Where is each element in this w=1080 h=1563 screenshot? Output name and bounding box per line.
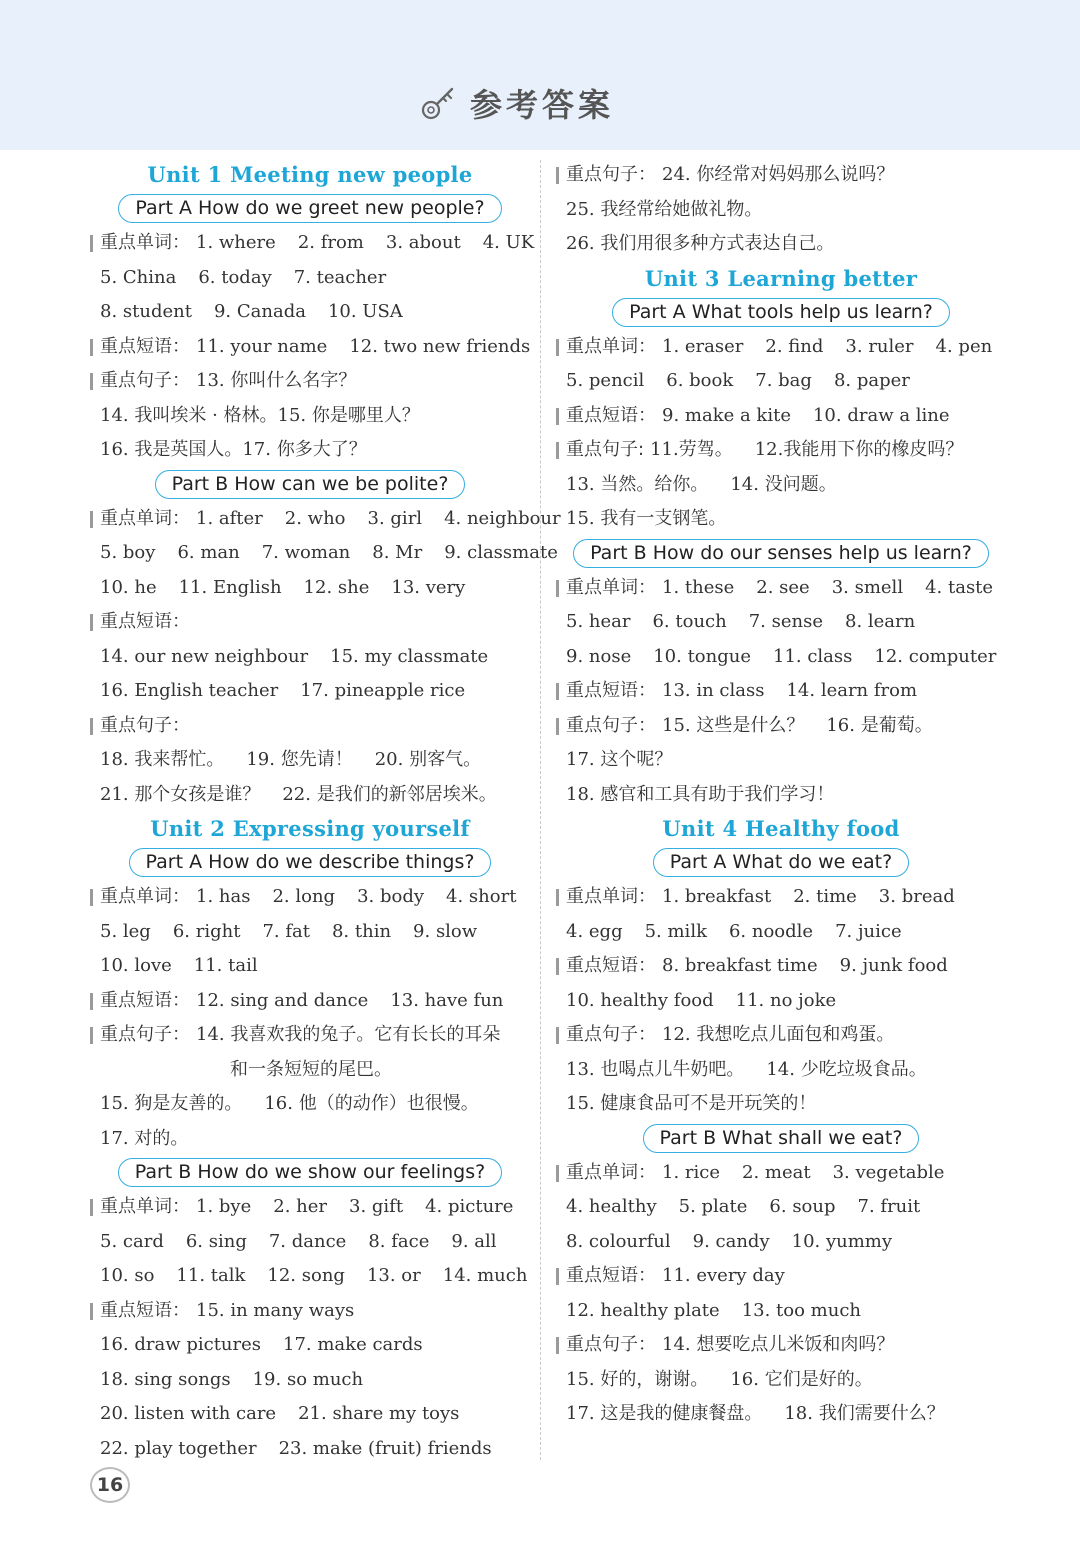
answer-label: 重点句子： — [566, 1024, 656, 1045]
answer-label: 重点句子： — [100, 370, 190, 391]
right-column — [556, 158, 1006, 1432]
answer-label: 重点短语： — [100, 1299, 190, 1321]
answer-item: 9. classmate — [444, 542, 558, 563]
answer-line — [90, 226, 535, 261]
answer-block — [556, 330, 1006, 537]
answer-line — [556, 330, 1006, 365]
answer-item: 3. girl — [367, 507, 423, 529]
answer-item: 4. UK — [482, 232, 535, 253]
answer-item: 12. sing and dance — [196, 989, 369, 1011]
answer-block — [556, 1156, 1006, 1432]
answer-item: 11. tail — [193, 955, 258, 976]
answer-item: 3. about — [385, 232, 461, 253]
part-heading: Part A What do we eat? — [653, 848, 909, 877]
answer-label: 重点单词： — [100, 1196, 190, 1217]
answer-item: 5. boy — [100, 542, 156, 563]
answer-item: 18. sing songs — [100, 1368, 231, 1390]
answer-item: 16. 是葡萄。 — [826, 714, 933, 736]
answer-item: 10. USA — [327, 301, 403, 322]
answer-item: 19. 您先请！ — [246, 749, 353, 770]
answer-item: 13. very — [391, 576, 466, 598]
answer-item: 9. slow — [413, 920, 478, 942]
page-title: 参考答案 — [470, 86, 615, 124]
answer-item: 3. smell — [831, 576, 904, 598]
answer-item: 15. 这些是什么？ — [662, 714, 805, 736]
answer-line — [90, 1363, 530, 1398]
answer-item: 1. these — [662, 576, 735, 598]
answer-item: 8. breakfast time — [662, 955, 818, 976]
answer-item: 3. bread — [878, 886, 955, 907]
answer-item: 7. juice — [835, 920, 902, 942]
answer-item: 9. candy — [692, 1230, 770, 1252]
answer-item: 10. draw a line — [812, 404, 950, 426]
answer-item: 5. China — [100, 266, 177, 288]
answer-item: 8. thin — [331, 920, 392, 942]
answer-item: 7. bag — [755, 370, 812, 391]
answer-line — [90, 1018, 530, 1053]
answer-item: 14. learn from — [786, 680, 918, 701]
answer-line — [90, 743, 530, 778]
answer-label: 重点短语： — [566, 955, 656, 976]
answer-item: 17. 这个呢？ — [566, 749, 673, 770]
answer-block — [90, 1190, 530, 1466]
answer-line — [90, 330, 530, 365]
answer-line — [556, 158, 1006, 193]
answer-item: 2. meat — [742, 1161, 811, 1183]
answer-item: 11. talk — [176, 1265, 246, 1286]
answer-label: 重点短语： — [566, 1265, 656, 1286]
answer-item: 6. touch — [652, 611, 727, 632]
answer-item: 6. book — [666, 370, 734, 391]
answer-item: 4. neighbour — [444, 507, 561, 529]
answer-item: 11. class — [773, 645, 853, 667]
answer-line — [556, 1053, 1006, 1088]
answer-line — [90, 1225, 530, 1260]
answer-line — [90, 399, 530, 434]
answer-item: 19. so much — [252, 1368, 364, 1390]
answer-line — [556, 1363, 1006, 1398]
answer-label: 重点句子： — [100, 714, 190, 736]
answer-line — [556, 984, 1006, 1019]
header-wave — [0, 128, 1080, 158]
answer-item: 1. bye — [196, 1196, 252, 1217]
answer-item: 4. egg — [566, 920, 623, 942]
answer-item: 6. today — [198, 266, 272, 288]
answer-item: 3. vegetable — [832, 1161, 945, 1183]
answer-item: 1. breakfast — [662, 886, 772, 907]
header-title — [418, 80, 614, 126]
answer-item: 13. 当然。给你。 — [566, 473, 709, 495]
answer-item: 6. man — [177, 542, 240, 563]
answer-line — [556, 1018, 1006, 1053]
answer-item: 1. where — [196, 232, 276, 253]
answer-item: 11. no joke — [735, 989, 837, 1011]
part-heading: Part A How do we greet new people? — [118, 194, 501, 223]
answer-label: 重点句子： — [566, 1334, 656, 1355]
answer-line — [556, 880, 1006, 915]
part-heading: Part B How can we be polite? — [155, 470, 466, 499]
answer-item: 8. paper — [833, 370, 910, 391]
answer-line — [90, 1053, 530, 1088]
answer-line — [90, 640, 530, 675]
answer-line — [556, 468, 1006, 503]
answer-line — [90, 1087, 530, 1122]
answer-item: 4. healthy — [566, 1196, 657, 1217]
answer-item: 14. our new neighbour — [100, 645, 309, 667]
answer-item: 3. body — [357, 886, 425, 907]
answer-item: 2. long — [272, 886, 336, 907]
answer-item: 13. have fun — [390, 989, 504, 1011]
answer-item: 26. 我们用很多种方式表达自己。 — [566, 233, 835, 254]
answer-item: 13. or — [366, 1265, 421, 1286]
answer-label: 重点短语： — [566, 680, 656, 701]
answer-item: 24. 你经常对妈妈那么说吗？ — [662, 164, 895, 185]
answer-item: 20. 别客气。 — [374, 749, 482, 770]
part-heading: Part A How do we describe things? — [129, 848, 492, 877]
answer-line — [90, 880, 530, 915]
answer-block — [556, 571, 1006, 813]
answer-item: 11. your name — [196, 335, 328, 357]
answer-item: 7. fruit — [857, 1196, 921, 1217]
answer-item: 5. hear — [566, 611, 631, 632]
answer-label: 重点句子: — [566, 439, 645, 460]
answer-item: 8. face — [368, 1230, 430, 1252]
answer-line — [90, 984, 530, 1019]
answer-item: 6. right — [172, 920, 241, 942]
answer-label: 重点短语： — [100, 611, 190, 632]
answer-item: 2. see — [756, 576, 810, 598]
answer-item: 7. teacher — [293, 266, 387, 288]
answer-line — [90, 674, 530, 709]
answer-item: 2. who — [284, 507, 346, 529]
answer-item: 15. 好的，谢谢。 — [566, 1368, 709, 1390]
left-column — [90, 158, 561, 1466]
answer-line — [556, 743, 1006, 778]
answer-item: 2. find — [765, 335, 824, 357]
part-heading: Part B How do we show our feelings? — [118, 1158, 502, 1187]
part-heading: Part A What tools help us learn? — [612, 298, 950, 327]
answer-item: 5. plate — [678, 1196, 748, 1217]
answer-item: 11.劳驾。 — [650, 439, 733, 460]
answer-label: 重点单词： — [566, 576, 656, 598]
answer-item: 9. make a kite — [662, 404, 791, 426]
part-heading: Part B How do our senses help us learn? — [573, 539, 989, 568]
answer-item: 15. in many ways — [196, 1299, 355, 1321]
answer-line — [556, 193, 1006, 228]
key-icon — [418, 83, 458, 123]
answer-label: 重点单词： — [566, 335, 656, 357]
answer-item: 16. draw pictures — [100, 1334, 262, 1355]
answer-item: 8. learn — [845, 611, 916, 632]
answer-item: 18. 我来帮忙。 — [100, 749, 225, 770]
answer-block — [556, 880, 1006, 1122]
answer-item: 2. from — [297, 232, 364, 253]
answer-line — [90, 571, 530, 606]
answer-block — [90, 880, 530, 1156]
answer-line — [556, 605, 1006, 640]
answer-label: 重点单词： — [566, 1161, 656, 1183]
answer-item: 10. he — [100, 576, 157, 598]
answer-item: 11. English — [178, 576, 282, 598]
answer-line — [90, 364, 530, 399]
answer-item: 8. colourful — [566, 1230, 671, 1252]
answer-item: 16. 它们是好的。 — [730, 1368, 873, 1390]
answer-line — [556, 1328, 1006, 1363]
page-number: 16 — [90, 1467, 130, 1503]
answer-item: 1. rice — [662, 1161, 720, 1183]
answer-item: 17. make cards — [283, 1334, 423, 1355]
answer-item: 17. 对的。 — [100, 1127, 189, 1149]
answer-line — [556, 502, 1006, 537]
answer-item: 5. pencil — [566, 370, 645, 391]
answer-item: 7. dance — [268, 1230, 347, 1252]
answer-item: 12. healthy plate — [566, 1299, 720, 1321]
answer-line — [90, 261, 530, 296]
answer-line — [556, 949, 1006, 984]
answer-line — [90, 1397, 530, 1432]
answer-item: 7. sense — [748, 611, 823, 632]
answer-item: 8. student — [100, 301, 192, 322]
answer-line — [556, 1225, 1006, 1260]
answer-item: 17. 这是我的健康餐盘。 — [566, 1403, 763, 1424]
answer-item: 1. has — [196, 886, 251, 907]
answer-item: 13. too much — [741, 1299, 862, 1321]
answer-label: 重点句子： — [100, 1024, 190, 1045]
answer-line — [556, 227, 1006, 262]
answer-item: 11. every day — [662, 1265, 785, 1286]
answer-item: 17. pineapple rice — [300, 680, 466, 701]
answer-item: 9. junk food — [839, 955, 948, 976]
answer-item: 4. picture — [425, 1196, 514, 1217]
answer-line — [556, 433, 1006, 468]
answer-item: 6. sing — [185, 1230, 247, 1252]
answer-label: 重点短语： — [566, 404, 656, 426]
answer-item: 6. soup — [769, 1196, 836, 1217]
answer-item: 12. song — [267, 1265, 345, 1286]
answer-item: 10. healthy food — [566, 989, 714, 1011]
answer-item: 12. two new friends — [349, 335, 531, 357]
answer-item: 5. milk — [644, 920, 707, 942]
answer-item: 9. nose — [566, 645, 632, 667]
answer-item: 13. in class — [662, 680, 765, 701]
answer-line — [556, 1156, 1006, 1191]
answer-label: 重点短语： — [100, 989, 190, 1011]
answer-item: 14. 想要吃点儿米饭和肉吗？ — [662, 1334, 895, 1355]
answer-line — [90, 949, 530, 984]
answer-line — [556, 1190, 1006, 1225]
answer-line — [556, 1294, 1006, 1329]
answer-item: 13. 你叫什么名字？ — [196, 370, 357, 391]
answer-line — [90, 709, 530, 744]
answer-line — [90, 433, 530, 468]
answer-item: 1. after — [196, 507, 263, 529]
answer-item: 16. 他（的动作）也很慢。 — [264, 1093, 479, 1114]
answer-label: 重点单词： — [566, 886, 656, 907]
answer-line — [90, 295, 530, 330]
answer-line — [556, 1259, 1006, 1294]
answer-item: 5. card — [100, 1230, 164, 1252]
answer-item: 4. short — [446, 886, 517, 907]
answer-line — [90, 1432, 530, 1467]
answer-item: 14. much — [442, 1265, 528, 1286]
answer-item: 12.我能用下你的橡皮吗？ — [754, 439, 964, 460]
answer-line — [90, 1328, 530, 1363]
unit-title: Unit 4 Healthy food — [662, 816, 900, 841]
answer-item: 4. taste — [925, 576, 994, 598]
answer-line — [90, 1259, 530, 1294]
answer-item: 4. pen — [935, 335, 993, 357]
answer-item: 14. 我喜欢我的兔子。它有长长的耳朵 — [196, 1024, 501, 1045]
answer-item: 13. 也喝点儿牛奶吧。 — [566, 1058, 745, 1080]
answer-label: 重点句子： — [566, 714, 656, 736]
answer-item: 15. my classmate — [330, 645, 489, 667]
answer-item: 3. gift — [349, 1196, 404, 1217]
answer-item: 和一条短短的尾巴。 — [230, 1058, 392, 1080]
answer-item: 8. Mr — [372, 542, 423, 563]
answer-line — [90, 778, 530, 813]
answer-item: 5. leg — [100, 920, 151, 942]
answer-line — [556, 1087, 1006, 1122]
part-heading: Part B What shall we eat? — [643, 1124, 920, 1153]
answer-item: 21. share my toys — [298, 1403, 460, 1424]
answer-item: 2. time — [793, 886, 857, 907]
answer-line — [556, 1397, 1006, 1432]
answer-item: 14. 没问题。 — [730, 473, 837, 495]
answer-line — [90, 536, 558, 571]
unit-title: Unit 3 Learning better — [644, 265, 918, 291]
answer-block — [90, 502, 561, 813]
answer-line — [556, 571, 1006, 606]
answer-line — [556, 674, 1006, 709]
answer-line — [90, 1190, 530, 1225]
answer-label: 重点单词： — [100, 232, 190, 253]
answer-item: 3. ruler — [845, 335, 914, 357]
answer-line — [556, 399, 1006, 434]
answer-item: 9. all — [451, 1230, 497, 1252]
answer-item: 14. 少吃垃圾食品。 — [766, 1058, 927, 1080]
answer-item: 10. yummy — [791, 1230, 893, 1252]
answer-item: 25. 我经常给她做礼物。 — [566, 198, 763, 220]
answer-item: 15. 我有一支钢笔。 — [566, 508, 727, 529]
answer-line — [556, 640, 1006, 675]
answer-item: 1. eraser — [662, 335, 744, 357]
answer-item: 2. her — [273, 1196, 327, 1217]
answer-label: 重点单词： — [100, 886, 190, 907]
answer-block — [556, 158, 1006, 262]
column-divider — [540, 160, 541, 1460]
answer-line — [90, 605, 530, 640]
answer-item: 23. make (fruit) friends — [278, 1437, 492, 1459]
answer-item: 15. 狗是友善的。 — [100, 1093, 243, 1114]
answer-item: 16. English teacher — [100, 680, 279, 701]
answer-item: 14. 我叫埃米 · 格林。15. 你是哪里人？ — [100, 404, 420, 426]
unit-title: Unit 1 Meeting new people — [147, 162, 473, 187]
answer-item: 7. fat — [262, 920, 310, 942]
answer-item: 10. love — [100, 955, 172, 976]
answer-item: 6. noodle — [728, 920, 814, 942]
answer-line — [90, 502, 561, 537]
answer-line — [90, 915, 530, 950]
answer-line — [90, 1122, 530, 1157]
answer-line — [556, 709, 1006, 744]
answer-item: 18. 我们需要什么？ — [784, 1403, 945, 1424]
answer-line — [90, 1294, 530, 1329]
answer-item: 12. she — [303, 576, 370, 598]
answer-item: 10. so — [100, 1265, 155, 1286]
answer-item: 9. Canada — [213, 301, 306, 322]
answer-label: 重点短语： — [100, 335, 190, 357]
answer-item: 16. 我是英国人。17. 你多大了？ — [100, 439, 367, 460]
answer-item: 12. 我想吃点儿面包和鸡蛋。 — [662, 1024, 895, 1045]
answer-line — [556, 915, 1006, 950]
answer-line — [556, 778, 1006, 813]
answer-item: 22. play together — [100, 1437, 257, 1459]
answer-line — [556, 364, 1006, 399]
answer-label: 重点单词： — [100, 507, 190, 529]
answer-label: 重点句子： — [566, 164, 656, 185]
answer-item: 7. woman — [261, 542, 351, 563]
answer-item: 10. tongue — [653, 645, 751, 667]
unit-title: Unit 2 Expressing yourself — [150, 816, 470, 841]
answer-item: 15. 健康食品可不是开玩笑的！ — [566, 1093, 817, 1114]
answer-item: 22. 是我们的新邻居埃米。 — [282, 783, 497, 805]
answer-item: 21. 那个女孩是谁？ — [100, 783, 261, 805]
answer-item: 12. computer — [874, 645, 997, 667]
answer-item: 20. listen with care — [100, 1403, 277, 1424]
answer-block — [90, 226, 535, 468]
answer-item: 18. 感官和工具有助于我们学习！ — [566, 783, 835, 805]
